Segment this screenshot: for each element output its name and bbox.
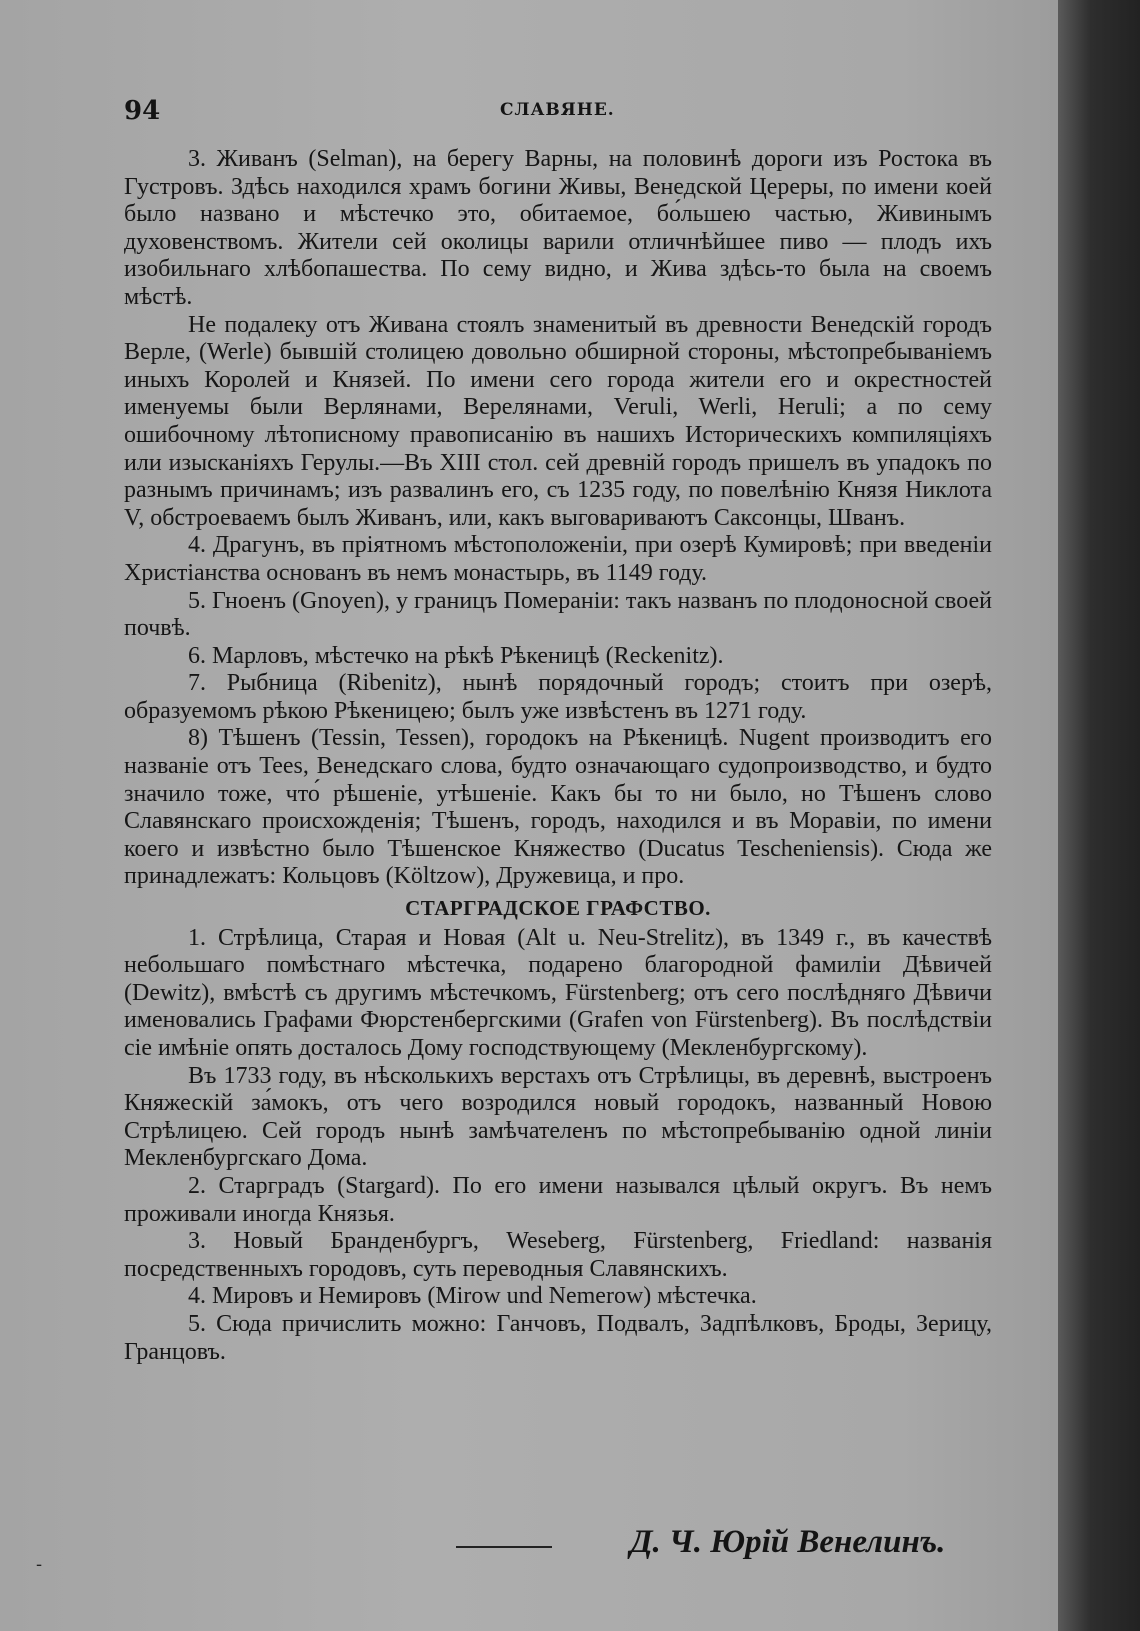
paragraph-stargard: 2. Старградъ (Stargard). По его имени назывался цѣлый округъ. Въ немъ проживали иногда Князья. (124, 1172, 992, 1227)
paragraph-werle: Не подалеку отъ Живана стоялъ знаменитый въ древности Венедскій городъ Верле, (Werle) бывшій столицею довольно обширной стороны, мѣстопребываніемъ иныхъ Королей и Князей. По имени сего города жители его и окрестностей именуемы были Верлянами, Верелянами, Veruli, Werli, Heruli; а по сему ошибочному лѣтописному правописанію въ нашихъ Историческихъ компиляціяхъ или изысканіяхъ Герулы.—Въ XIII стол. сей древній городъ пришелъ въ упадокъ по разнымъ причинамъ; изъ развалинъ его, съ 1235 году, по повелѣнію Князя Никлота V, обстроеваемъ былъ Живанъ, или, какъ выговариваютъ Саксонцы, Шванъ. (124, 311, 992, 531)
paragraph-dragun: 4. Драгунъ, въ пріятномъ мѣстоположеніи, при озерѣ Кумировѣ; при введеніи Христіанства основанъ въ немъ монастырь, въ 1149 году. (124, 532, 992, 586)
paragraph-gnoyen: 5. Гноенъ (Gnoyen), у границъ Помераніи: такъ названъ по плодоносной своей почвѣ. (124, 587, 992, 642)
paragraph-new-brandenburg: 3. Новый Бранденбургъ, Weseberg, Fürstenberg, Friedland: названія посредственныхъ городовъ, суть переводныя Славянскихъ. (124, 1228, 992, 1282)
page-corner-mark: - (36, 1554, 43, 1575)
author-signature: Д. Ч. Юрій Венелинъ. (630, 1524, 946, 1560)
body-text (124, 146, 992, 1366)
section-heading: СТАРГРАДСКОЕ ГРАФСТВО. (405, 896, 711, 921)
paragraph-mirow: 4. Мировъ и Немировъ (Mirow und Nemerow) мѣстечка. (188, 1283, 757, 1310)
page-number: 94 (124, 96, 161, 126)
signature-block (456, 1524, 996, 1574)
paragraph-zhivan: 3. Живанъ (Selman), на берегу Варны, на половинѣ дороги изъ Ростока въ Густровъ. Здѣсь находился храмъ богини Живы, Венедской Цереры, по имени коей было названо и мѣстечко это, обитаемое, бо́льшею частью, Живинымъ духовенствомъ. Жители сей околицы варили отличнѣйшее пиво — плодъ ихъ изобильнаго хлѣбопашества. По сему видно, и Жива здѣсь-то была на своемъ мѣстѣ. (124, 146, 992, 310)
paragraph-marlov: 6. Марловъ, мѣстечко на рѣкѣ Рѣкеницѣ (Reckenitz). (188, 642, 724, 669)
paragraph-teshen: 8) Тѣшенъ (Tessin, Tessen), городокъ на Рѣкеницѣ. Nugent производитъ его названіе отъ Tees, Венедскаго слова, будто означающаго судопроизводство, и будто значило тоже, что́ рѣшеніе, утѣшеніе. Какъ бы то ни было, но Тѣшенъ слово Славянскаго происхожденія; Тѣшенъ, городъ, находился и въ Моравіи, по имени коего и извѣстно было Тѣшенское Княжество (Ducatus Teschenіensis). Сюда же принадлежатъ: Кольцовъ (Költzow), Дружевица, и про. (124, 725, 992, 890)
signature-rule (456, 1546, 552, 1548)
paragraph-rybnitsa: 7. Рыбница (Ribenitz), нынѣ порядочный городъ; стоитъ при озерѣ, образуемомъ рѣкою Рѣкеницею; былъ уже извѣстенъ въ 1271 году. (124, 670, 992, 724)
paragraph-others: 5. Сюда причислить можно: Ганчовъ, Подвалъ, Задпѣлковъ, Броды, Зерицу, Гранцовъ. (124, 1310, 992, 1365)
running-title: СЛАВЯНЕ. (500, 100, 615, 120)
page-edge-shadow (1058, 0, 1140, 1631)
page-header (124, 96, 984, 126)
paragraph-strelitz: 1. Стрѣлица, Старая и Новая (Alt u. Neu-Strelitz), въ 1349 г., въ качествѣ небольшаго помѣстнаго мѣстечка, подарено благородной фамиліи Дѣвичей (Dewitz), вмѣстѣ съ другимъ мѣстечкомъ, Fürstenberg; отъ сего послѣдняго Дѣвичи именовались Графами Фюрстенбергскими (Grafen von Fürstenberg). Въ послѣдствіи сіе имѣніе опять досталось Дому господствующему (Мекленбургскому). (124, 924, 992, 1061)
paragraph-1733: Въ 1733 году, въ нѣсколькихъ верстахъ отъ Стрѣлицы, въ деревнѣ, выстроенъ Княжескій за́мокъ, отъ чего возродился новый городокъ, названный Новою Стрѣлицею. Сей городъ нынѣ замѣчателенъ по мѣстопребыванію одной линіи Мекленбургскаго Дома. (124, 1062, 992, 1172)
